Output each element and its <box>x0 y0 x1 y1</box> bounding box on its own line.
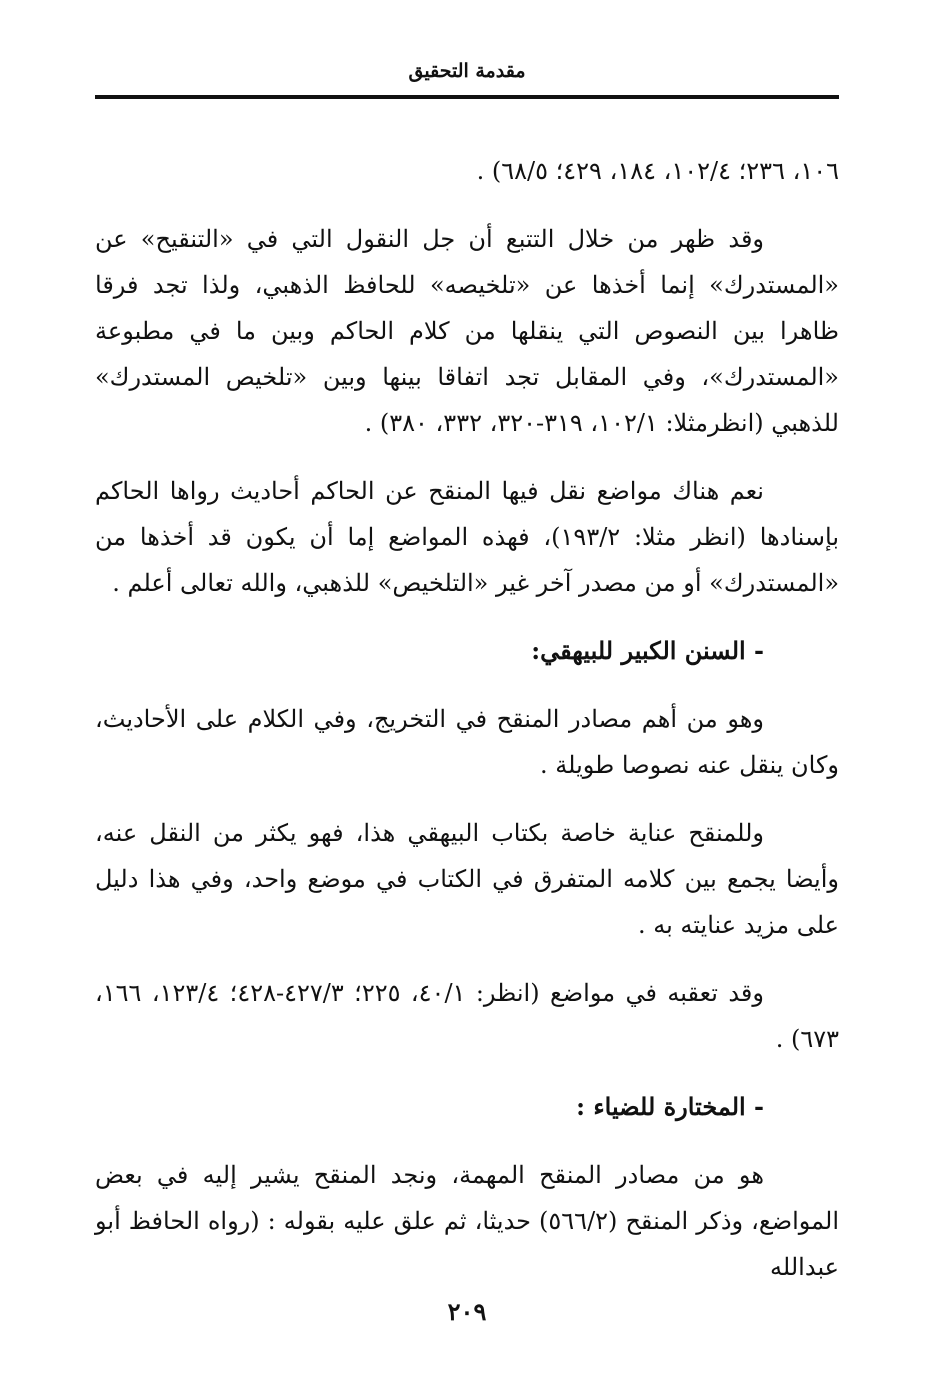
paragraph-references-continued: ١٠٦، ٢٣٦؛ ١٠٢/٤، ١٨٤، ٤٢٩؛ ٦٨/٥) . <box>476 157 839 185</box>
paragraph-mukhtara-source: هو من مصادر المنقح المهمة، ونجد المنقح يشير إليه في بعض المواضع، وذكر المنقح (٥٦٦/٢) حديثا، ثم علق عليه بقوله : (رواه الحافظ أبو عبدالله <box>95 1161 839 1281</box>
paragraph-bayhaqi-critique: وقد تعقبه في مواضع (انظر: ٤٠/١، ٢٢٥؛ ٤٢٧/٣-٤٢٨؛ ١٢٣/٤، ١٦٦، ٦٧٣) . <box>95 979 839 1053</box>
body-text <box>95 148 839 1312</box>
section-heading-sunan-kubra: - السنن الكبير للبيهقي: <box>531 636 764 665</box>
section-heading-mukhtara: - المختارة للضياء : <box>576 1092 764 1121</box>
running-header: مقدمة التحقيق <box>408 60 526 82</box>
header-rule <box>95 95 839 99</box>
paragraph-mustadrak-talkhis: وقد ظهر من خلال التتبع أن جل النقول التي في «التنقيح» عن «المستدرك» إنما أخذها عن «تلخيصه» للحافظ الذهبي، ولذا تجد فرقا ظاهرا بين النصوص التي ينقلها من كلام الحاكم وبين ما في مطبوعة «المستدرك»، وفي المقابل تجد اتفاقا بينها وبين «تلخيص المستدرك» للذهبي (انظرمثلا: ١٠٢/١، ٣١٩-٣٢٠، ٣٣٢، ٣٨٠) . <box>95 225 839 437</box>
paragraph-hakim-isnad: نعم هناك مواضع نقل فيها المنقح عن الحاكم أحاديث رواها الحاكم بإسنادها (انظر مثلا: ١٩٣/٢)، فهذه المواضع إما أن يكون قد أخذها من «المستدرك» أو من مصدر آخر غير «التلخيص» للذهبي، والله تعالى أعلم . <box>95 477 839 597</box>
paragraph-sunan-importance: وهو من أهم مصادر المنقح في التخريج، وفي الكلام على الأحاديث، وكان ينقل عنه نصوصا طويلة . <box>95 705 839 779</box>
page-number: ٢٠٩ <box>447 1297 487 1326</box>
paragraph-bayhaqi-care: وللمنقح عناية خاصة بكتاب البيهقي هذا، فهو يكثر من النقل عنه، وأيضا يجمع بين كلامه المتفرق في الكتاب في موضع واحد، وفي هذا دليل على مزيد عنايته به . <box>95 819 839 939</box>
